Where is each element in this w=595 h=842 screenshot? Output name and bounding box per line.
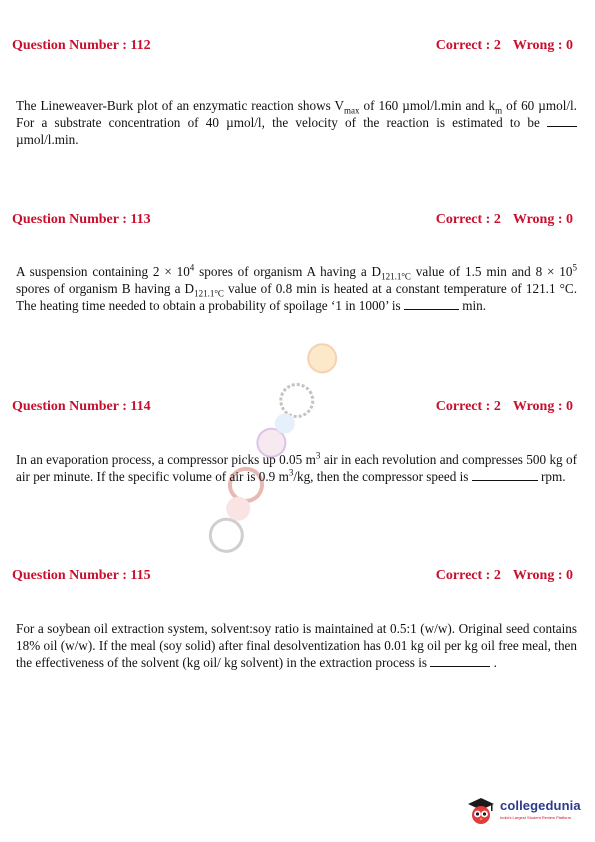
brand-tagline: India's Largest Student Review Platform [500,815,572,820]
collegedunia-logo [466,796,591,826]
wrong-count: Wrong : 0 [512,212,573,227]
graduate-owl-icon [466,796,496,826]
question-number: Question Number : 112 [12,38,151,53]
question-text-114: In an evaporation process, a compressor picks up 0.05 $m^3$ air in each revolution and compresses 500 kg of air per minute. If the specific volume of air is 0.9 $m^3/kg$, then the compressor speed is rpm. [16,450,577,484]
wrong-count: Wrong : 0 [512,568,573,583]
question-number: Question Number : 114 [12,399,151,414]
question-text-113: A suspension containing $2 \times 10^4$ spores of organism A having a $D_{121.1^\circ C}$ value of 1.5 min and $8 \times 10^5$ spores of organism B having a $D_{121.1^\circ C}$ value of 0.8 min is heated at a constant temperature of 121.1 °C. The heating time needed to obtain a probability of spoilage ‘1 in 1000’ is min. [16,262,577,313]
question-header-113 [12,212,573,230]
question-number: Question Number : 113 [12,212,151,227]
correct-count: Correct : 2 [435,38,501,53]
question-header-115 [12,568,573,586]
answer-blank [404,298,459,310]
score [436,212,573,228]
score [436,38,573,54]
answer-blank [547,115,577,127]
question-text-115: For a soybean oil extraction system, solvent:soy ratio is maintained at 0.5:1 (w/w). Original seed contains 18% oil (w/w). If the meal (soy solid) after final desolventization has 0.01 kg oil per kg oil free meal, then the effectiveness of the solvent (kg oil/ kg solvent) in the extraction process is . [16,621,577,670]
correct-count: Correct : 2 [435,399,501,414]
question-header-112 [12,38,573,56]
correct-count: Correct : 2 [435,568,501,583]
score [436,399,573,415]
question-header-114 [12,399,573,417]
wrong-count: Wrong : 0 [512,399,573,414]
answer-blank [430,655,490,667]
correct-count: Correct : 2 [435,212,501,227]
score [436,568,573,584]
answer-blank [472,469,538,481]
question-text-112: The Lineweaver-Burk plot of an enzymatic reaction shows $V_{max}$ of 160 µmol/l.min and $k_m$ of 60 µmol/l. For a substrate concentration of 40 µmol/l, the velocity of the reaction is estimated to be µmol/l.min. [16,98,577,147]
wrong-count: Wrong : 0 [512,38,573,53]
question-number: Question Number : 115 [12,568,151,583]
brand-name: collegedunia [500,798,581,813]
